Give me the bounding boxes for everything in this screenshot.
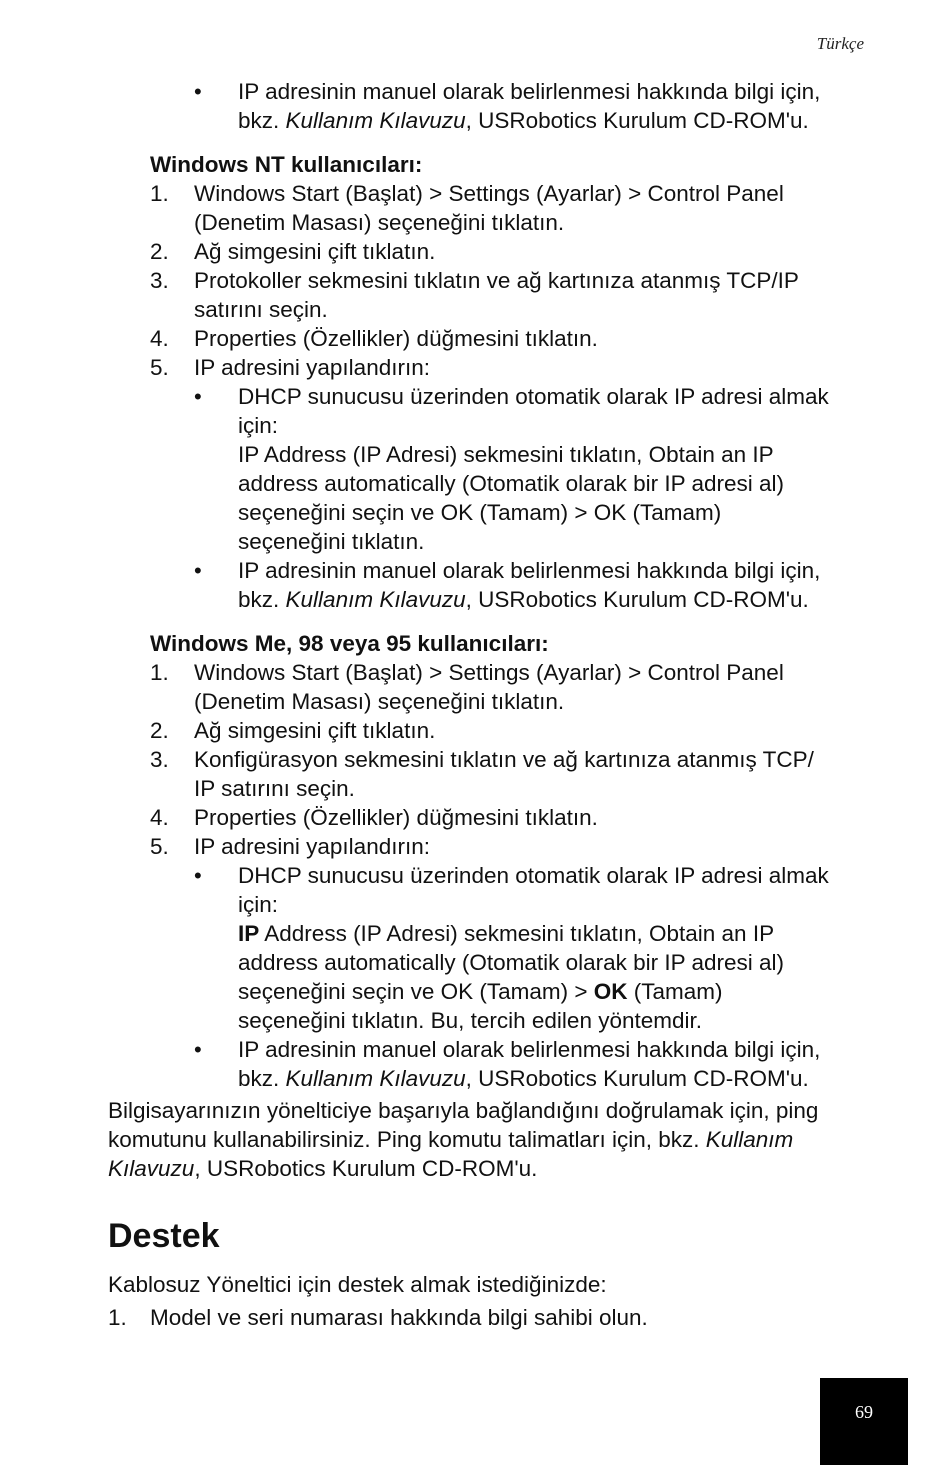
manual-reference: Kullanım Kılavuzu [285, 108, 466, 133]
step-number: 1. [108, 1305, 127, 1330]
bullet-marker: • [194, 384, 202, 409]
step-number: 4. [150, 805, 169, 830]
me-dhcp-line-2: için: [238, 892, 279, 917]
windows-nt-heading: Windows NT kullanıcıları: [150, 152, 423, 177]
me-step-2: Ağ simgesini çift tıklatın. [194, 718, 436, 743]
step-number: 2. [150, 239, 169, 264]
nt-dhcp-line-2: için: [238, 413, 279, 438]
me-manual-line-2: bkz. Kullanım Kılavuzu, USRobotics Kurulum CD-ROM'u. [238, 1066, 809, 1091]
step-number: 1. [150, 181, 169, 206]
nt-step-4: Properties (Özellikler) düğmesini tıklatın. [194, 326, 598, 351]
nt-step-1-line-1: Windows Start (Başlat) > Settings (Ayarlar) > Control Panel [194, 181, 784, 206]
me-dhcp-line-5: seçeneğini seçin ve OK (Tamam) > OK (Tamam) [238, 979, 723, 1004]
step-number: 1. [150, 660, 169, 685]
step-number: 3. [150, 747, 169, 772]
bullet-marker: • [194, 79, 202, 104]
step-number: 3. [150, 268, 169, 293]
nt-manual-line-2: bkz. Kullanım Kılavuzu, USRobotics Kurulum CD-ROM'u. [238, 587, 809, 612]
nt-dhcp-line-6: seçeneğini tıklatın. [238, 529, 425, 554]
me-manual-line-1: IP adresinin manuel olarak belirlenmesi hakkında bilgi için, [238, 1037, 821, 1062]
bullet-marker: • [194, 558, 202, 583]
ping-paragraph-line-3: Kılavuzu, USRobotics Kurulum CD-ROM'u. [108, 1156, 538, 1181]
step-number: 5. [150, 355, 169, 380]
nt-dhcp-line-5: seçeneğini seçin ve OK (Tamam) > OK (Tamam) [238, 500, 722, 525]
manual-reference: Kılavuzu [108, 1156, 195, 1181]
bullet-marker: • [194, 863, 202, 888]
windows-me-heading: Windows Me, 98 veya 95 kullanıcıları: [150, 631, 549, 656]
page-number-tab [820, 1378, 908, 1465]
manual-reference: Kullanım Kılavuzu [285, 587, 466, 612]
me-step-3-line-2: IP satırını seçin. [194, 776, 355, 801]
me-dhcp-line-3: IP Address (IP Adresi) sekmesini tıklatın, Obtain an IP [238, 921, 775, 946]
nt-dhcp-line-4: address automatically (Otomatik olarak bir IP adresi al) [238, 471, 785, 496]
nt-dhcp-line-3: IP Address (IP Adresi) sekmesini tıklatın, Obtain an IP [238, 442, 774, 467]
nt-step-1-line-2: (Denetim Masası) seçeneğini tıklatın. [194, 210, 565, 235]
manual-reference: Kullanım [705, 1127, 794, 1152]
ping-paragraph-line-2: komutunu kullanabilirsiniz. Ping komutu talimatları için, bkz. Kullanım [108, 1127, 794, 1152]
step-number: 2. [150, 718, 169, 743]
me-step-1-line-2: (Denetim Masası) seçeneğini tıklatın. [194, 689, 565, 714]
me-dhcp-line-6: seçeneğini tıklatın. Bu, tercih edilen yöntemdir. [238, 1008, 703, 1033]
bullet-marker: • [194, 1037, 202, 1062]
nt-manual-line-1: IP adresinin manuel olarak belirlenmesi hakkında bilgi için, [238, 558, 821, 583]
page-number: 69 [855, 1402, 873, 1422]
me-dhcp-line-4: address automatically (Otomatik olarak bir IP adresi al) [238, 950, 785, 975]
nt-dhcp-line-1: DHCP sunucusu üzerinden otomatik olarak IP adresi almak [238, 384, 829, 409]
me-step-3-line-1: Konfigürasyon sekmesini tıklatın ve ağ kartınıza atanmış TCP/ [194, 747, 814, 772]
support-step-1: Model ve seri numarası hakkında bilgi sahibi olun. [150, 1305, 648, 1330]
me-step-1-line-1: Windows Start (Başlat) > Settings (Ayarlar) > Control Panel [194, 660, 784, 685]
me-step-5: IP adresini yapılandırın: [194, 834, 430, 859]
step-number: 5. [150, 834, 169, 859]
nt-step-3-line-2: satırını seçin. [194, 297, 328, 322]
ping-paragraph-line-1: Bilgisayarınızın yönelticiye başarıyla bağlandığını doğrulamak için, ping [108, 1098, 819, 1123]
manual-reference: Kullanım Kılavuzu [285, 1066, 466, 1091]
language-header: Türkçe [816, 34, 864, 53]
nt-step-3-line-1: Protokoller sekmesini tıklatın ve ağ kartınıza atanmış TCP/IP [194, 268, 799, 293]
me-dhcp-line-1: DHCP sunucusu üzerinden otomatik olarak IP adresi almak [238, 863, 829, 888]
me-step-4: Properties (Özellikler) düğmesini tıklatın. [194, 805, 598, 830]
intro-bullet-line-1: IP adresinin manuel olarak belirlenmesi hakkında bilgi için, [238, 79, 821, 104]
nt-step-5: IP adresini yapılandırın: [194, 355, 430, 380]
step-number: 4. [150, 326, 169, 351]
nt-step-2: Ağ simgesini çift tıklatın. [194, 239, 436, 264]
support-intro: Kablosuz Yöneltici için destek almak istediğinizde: [108, 1272, 607, 1297]
intro-bullet-line-2: bkz. Kullanım Kılavuzu, USRobotics Kurulum CD-ROM'u. [238, 108, 809, 133]
support-section-title: Destek [108, 1217, 220, 1255]
